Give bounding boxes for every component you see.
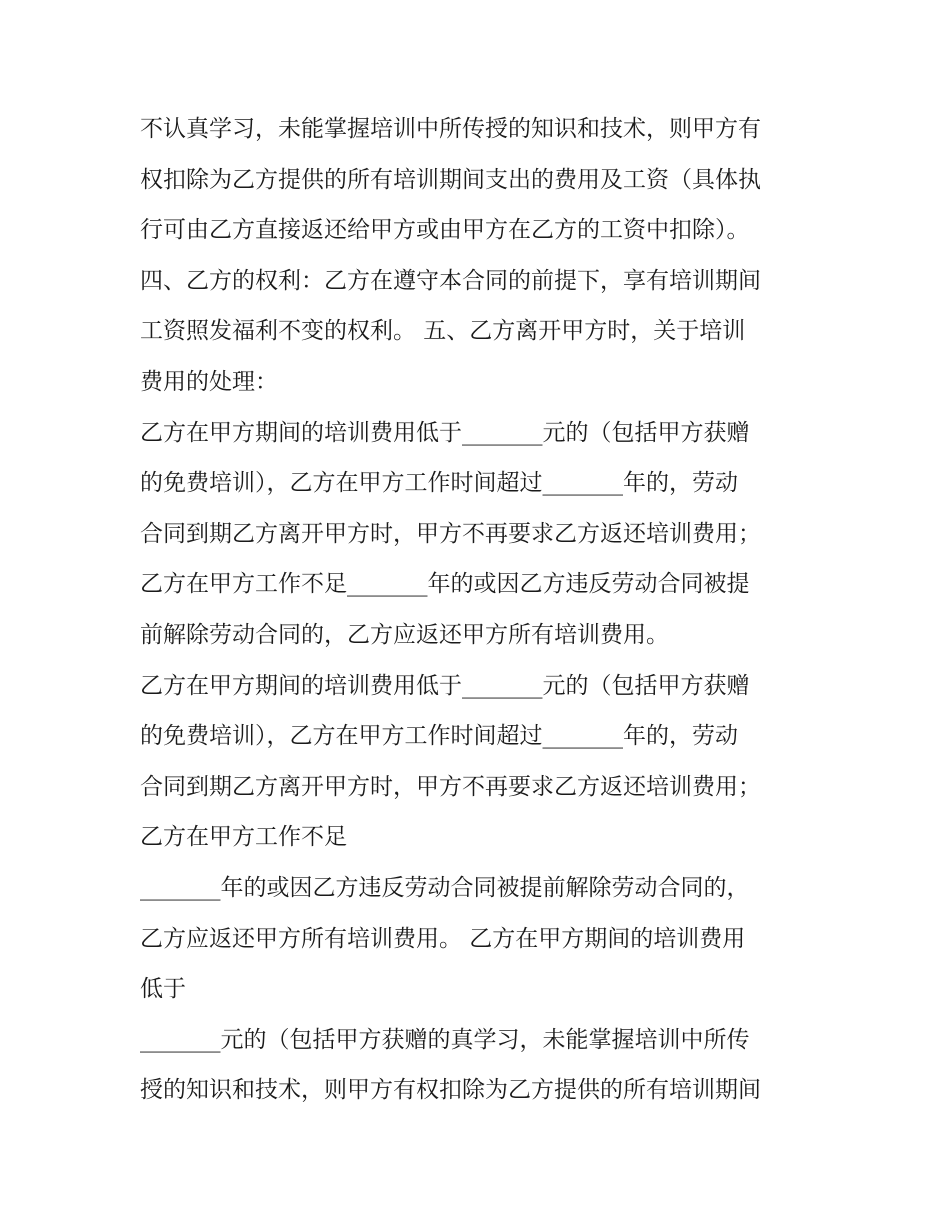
text-line: 权扣除为乙方提供的所有培训期间支出的费用及工资（具体执 (140, 167, 761, 193)
text-line: _______元的（包括甲方获赠的真学习，未能掌握培训中所传 (140, 1027, 750, 1053)
text-line: 费用的处理： (140, 369, 278, 395)
text-line: 乙方在甲方工作不足_______年的或因乙方违反劳动合同被提 (140, 571, 750, 597)
text-line: 乙方在甲方工作不足 (140, 824, 347, 850)
text-line: _______年的或因乙方违反劳动合同被提前解除劳动合同的， (140, 875, 750, 901)
text-line: 合同到期乙方离开甲方时，甲方不再要求乙方返还培训费用； (140, 774, 761, 800)
text-line: 乙方在甲方期间的培训费用低于_______元的（包括甲方获赠 (140, 673, 750, 699)
text-line: 前解除劳动合同的，乙方应返还甲方所有培训费用。 (140, 622, 669, 648)
text-line: 工资照发福利不变的权利。 五、乙方离开甲方时，关于培训 (140, 318, 746, 344)
text-line: 四、乙方的权利：乙方在遵守本合同的前提下，享有培训期间 (140, 268, 761, 294)
text-line: 的免费培训），乙方在甲方工作时间超过_______年的，劳动 (140, 470, 738, 496)
text-line: 不认真学习，未能掌握培训中所传授的知识和技术，则甲方有 (140, 116, 761, 142)
text-line: 行可由乙方直接返还给甲方或由甲方在乙方的工资中扣除）。 (140, 217, 750, 243)
text-line: 低于 (140, 976, 186, 1002)
text-line: 乙方在甲方期间的培训费用低于_______元的（包括甲方获赠 (140, 420, 750, 446)
text-line: 合同到期乙方离开甲方时，甲方不再要求乙方返还培训费用； (140, 521, 761, 547)
text-line: 的免费培训），乙方在甲方工作时间超过_______年的，劳动 (140, 723, 738, 749)
text-line: 乙方应返还甲方所有培训费用。 乙方在甲方期间的培训费用 (140, 926, 746, 952)
text-line: 授的知识和技术，则甲方有权扣除为乙方提供的所有培训期间 (140, 1077, 761, 1103)
